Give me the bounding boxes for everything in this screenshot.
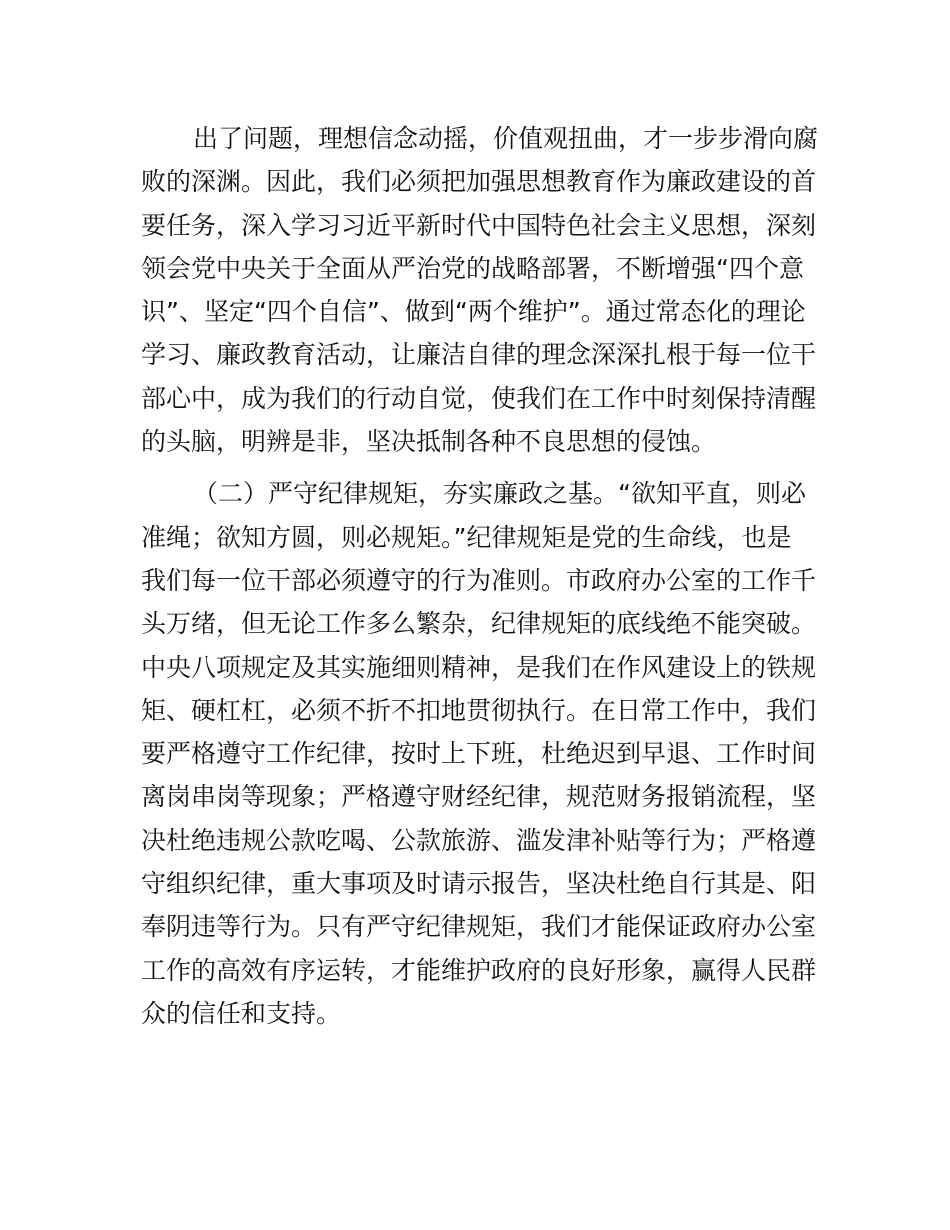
text-line: 中央八项规定及其实施细则精神，是我们在作风建设上的铁规 <box>141 652 817 682</box>
text-line: 奉阴违等行为。只有严守纪律规矩，我们才能保证政府办公室 <box>141 912 817 942</box>
text-line: 识”、坚定“四个自信”、做到“两个维护”。通过常态化的理论 <box>141 297 806 327</box>
text-line: 工作的高效有序运转，才能维护政府的良好形象，赢得人民群 <box>141 955 817 985</box>
text-line: 学习、廉政教育活动，让廉洁自律的理念深深扎根于每一位干 <box>141 340 817 370</box>
paragraph-discipline-rules <box>141 472 817 1035</box>
section-heading-line: （二）严守纪律规矩，夯实廉政之基。“欲知平直，则必 <box>193 479 806 509</box>
text-line: 要任务，深入学习习近平新时代中国特色社会主义思想，深刻 <box>141 210 817 240</box>
document-body <box>141 117 819 1035</box>
text-line: 头万绪，但无论工作多么繁杂，纪律规矩的底线绝不能突破。 <box>141 609 817 639</box>
text-line: 出了问题，理想信念动摇，价值观扭曲，才一步步滑向腐 <box>193 124 819 153</box>
paragraph-thought-education <box>141 117 819 463</box>
text-line: 离岗串岗等现象；严格遵守财经纪律，规范财务报销流程，坚 <box>141 782 817 812</box>
text-line: 守组织纪律，重大事项及时请示报告，坚决杜绝自行其是、阳 <box>141 869 817 899</box>
text-line: 众的信任和支持。 <box>141 998 342 1028</box>
text-line: 矩、硬杠杠，必须不折不扣地贯彻执行。在日常工作中，我们 <box>141 695 817 725</box>
text-line: 败的深渊。因此，我们必须把加强思想教育作为廉政建设的首 <box>141 167 817 197</box>
text-line: 准绳；欲知方圆，则必规矩。”纪律规矩是党的生命线，也是 <box>141 522 792 552</box>
text-line: 部心中，成为我们的行动自觉，使我们在工作中时刻保持清醒 <box>141 383 817 413</box>
text-line: 领会党中央关于全面从严治党的战略部署，不断增强“四个意 <box>141 253 804 283</box>
text-line: 的头脑，明辨是非，坚决抵制各种不良思想的侵蚀。 <box>141 427 717 457</box>
text-line: 我们每一位干部必须遵守的行为准则。市政府办公室的工作千 <box>141 565 817 595</box>
text-line: 决杜绝违规公款吃喝、公款旅游、滥发津补贴等行为；严格遵 <box>141 825 817 855</box>
text-line: 要严格遵守工作纪律，按时上下班，杜绝迟到早退、工作时间 <box>141 739 817 769</box>
